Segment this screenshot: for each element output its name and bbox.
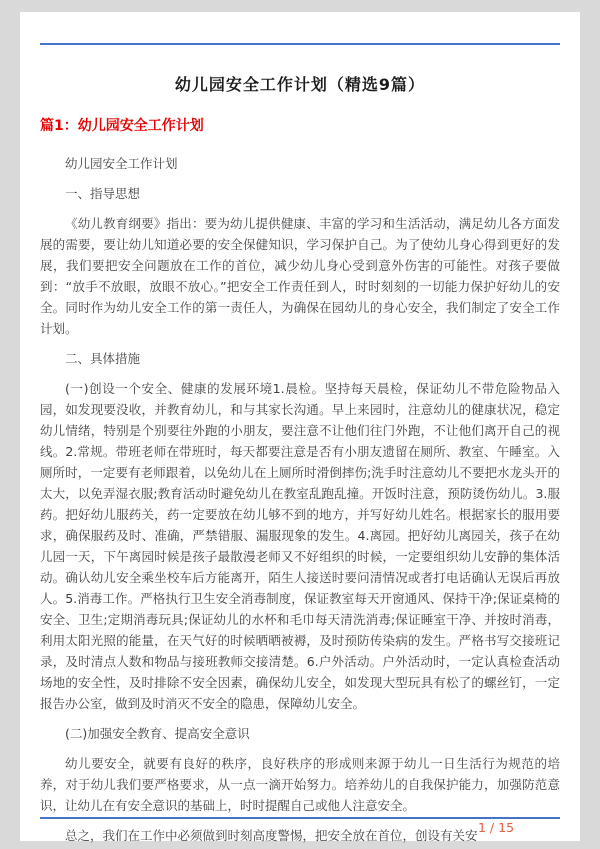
paragraph-heading-1: 一、指导思想 bbox=[65, 186, 141, 201]
bottom-divider-rule bbox=[40, 817, 560, 819]
paragraph-body-4: 总之，我们在工作中必须做到时刻高度警惕，把安全放在首位，创设有关安 bbox=[65, 828, 478, 843]
document-content bbox=[40, 0, 560, 849]
top-divider-rule bbox=[40, 43, 560, 45]
section1-heading: 篇1：幼儿园安全工作计划 bbox=[40, 118, 204, 134]
paragraph-body-2: (一)创设一个安全、健康的发展环境1.晨检。坚持每天晨检，保证幼儿不带危险物品入园，如发现要没收，并教育幼儿，和与其家长沟通。早上来园时，注意幼儿的健康状况，稳定幼儿情绪，特别是个别要往外跑的小朋友，要注意不让他们往门外跑，不让他们离开自己的视线。2.常规。带班老师在带班时，每天都要注意是否有小朋友遗留在厕所、教室、午睡室。入厕所时，一定要有老师跟着，以免幼儿在上厕所时滑倒摔伤;洗手时注意幼儿不要把水龙头开的太大，以免弄湿衣服;教育活动时避免幼儿在教室乱跑乱撞。开饭时注意，预防烫伤幼儿。3.服药。把好幼儿服药关，药一定要放在幼儿够不到的地方，并写好幼儿姓名。根据家长的服用要求，确保服药及时、准确，严禁错服、漏服现象的发生。4.离园。把好幼儿离园关，孩子在幼儿园一天，下午离园时候是孩子最散漫老师又不好组织的时候，一定要组织幼儿安静的集体活动。确认幼儿安全乘坐校车后方能离开，陌生人接送时要问清情况或者打电话确认无误后再放人。5.消毒工作。严格执行卫生安全消毒制度，保证教室每天开窗通风、保持干净;保证桌椅的安全、卫生;定期消毒玩具;保证幼儿的水杯和毛巾每天清洗消毒;保证睡室干净、并按时消毒，利用太阳光照的能量，在天气好的时候晒晒被褥，及时预防传染病的发生。严格书写交接班记录，及时清点人数和物品与接班教师交接清楚。6.户外活动。户外活动时，一定认真检查活动场地的安全性，及时排除不安全因素，确保幼儿安全，如发现大型玩具有松了的螺丝钉，一定报告办公室，做到及时消灭不安全的隐患，保障幼儿安全。 bbox=[40, 381, 560, 711]
paragraph-body-3: 幼儿要安全，就要有良好的秩序，良好秩序的形成则来源于幼儿一日生活行为规范的培养，对于幼儿我们要严格要求，从一点一滴开始努力。培养幼儿的自我保护能力，加强防范意识，让幼儿在有安全意识的基础上，时时提醒自己或他人注意安全。 bbox=[40, 756, 560, 813]
page-number-indicator: 1 / 15 bbox=[478, 820, 515, 835]
paragraph-heading-2: 二、具体措施 bbox=[65, 351, 141, 366]
document-title: 幼儿园安全工作计划（精选9篇） bbox=[174, 75, 426, 94]
document-body bbox=[40, 153, 560, 846]
paragraph-heading-3: (二)加强安全教育、提高安全意识 bbox=[65, 726, 250, 741]
paragraph-subtitle: 幼儿园安全工作计划 bbox=[65, 156, 178, 171]
paragraph-body-1: 《幼儿教育纲要》指出：要为幼儿提供健康、丰富的学习和生活活动，满足幼儿各方面发展的需要，要让幼儿知道必要的安全保健知识，学习保护自己。为了使幼儿身心得到更好的发展，我们要把安全问题放在工作的首位，减少幼儿身心受到意外伤害的可能性。对孩子要做到：“放手不放眼，放眼不放心。”把安全工作责任到人，时时刻刻的一切能力保护好幼儿的安全。同时作为幼儿安全工作的第一责任人，为确保在园幼儿的身心安全，我们制定了安全工作计划。 bbox=[40, 216, 560, 336]
